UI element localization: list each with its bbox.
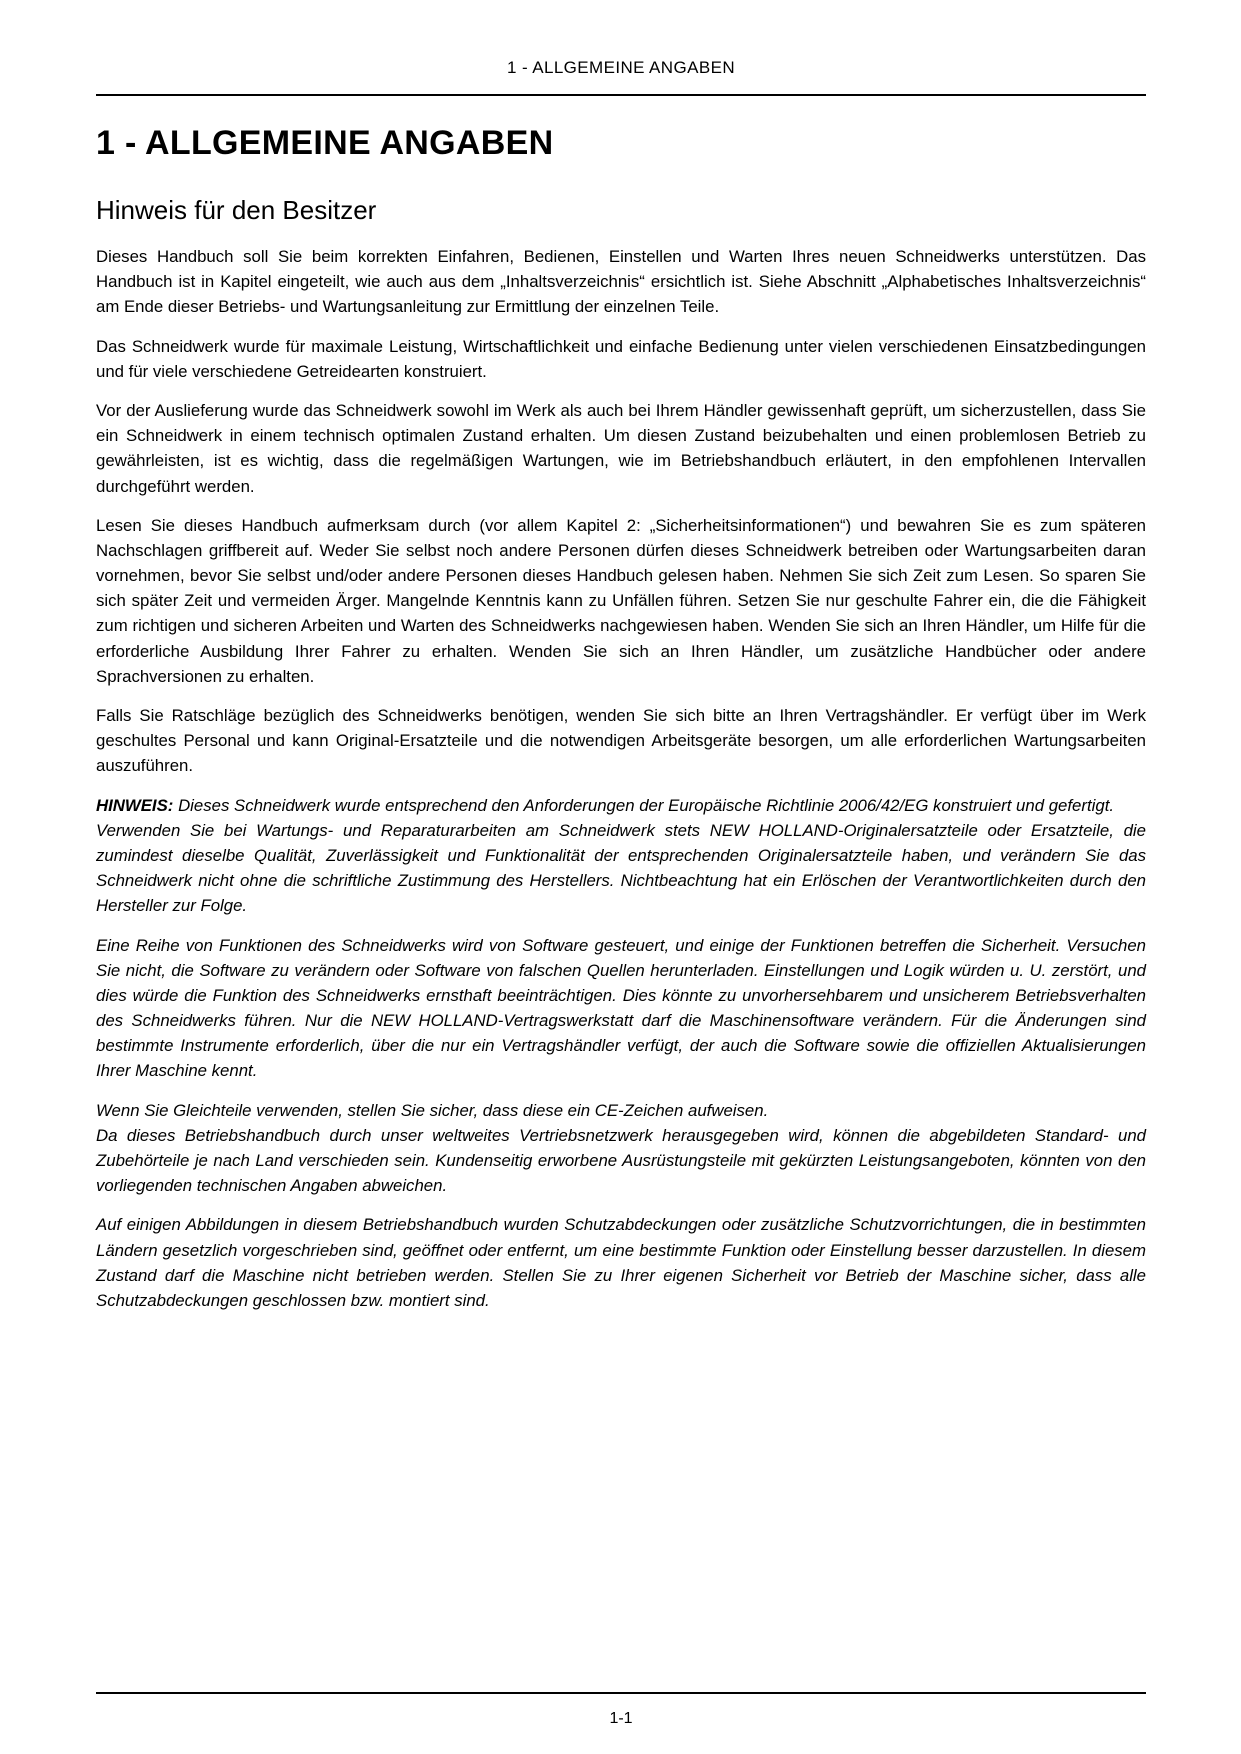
note-label: HINWEIS: — [96, 795, 174, 815]
paragraph-ce-line2: Da dieses Betriebshandbuch durch unser weltweites Vertriebsnetzwerk herausgegeben wird, können die abgebildeten Standard- und Zubehörteile je nach Land verschieden sein. Kundenseitig erworbene Ausrüstungsteile mit gekürzten Leistungsangeboten, könnten von den vorliegenden technischen Angaben abweichen. — [96, 1125, 1146, 1196]
section-heading: Hinweis für den Besitzer — [96, 195, 377, 225]
note-text: Dieses Schneidwerk wurde entsprechend den Anforderungen der Europäische Richtlinie 2006/42/EG konstruiert und gefertigt. — [178, 795, 1115, 815]
page-footer — [96, 1692, 1146, 1728]
footer-rule — [96, 1692, 1146, 1694]
note-paragraph — [96, 793, 1146, 919]
paragraph-ce-line1: Wenn Sie Gleichteile verwenden, stellen Sie sicher, dass diese ein CE-Zeichen aufweisen. — [96, 1100, 769, 1120]
paragraph-read-manual: Lesen Sie dieses Handbuch aufmerksam durch (vor allem Kapitel 2: „Sicherheitsinformationen“) und bewahren Sie es zum späteren Nachschlagen griffbereit auf. Weder Sie selbst noch andere Personen dürfen dieses Schneidwerk betreiben oder Wartungsarbeiten daran vornehmen, bevor Sie selbst und/oder andere Personen dieses Handbuch gelesen haben. Nehmen Sie sich Zeit zum Lesen. So sparen Sie sich später Zeit und vermeiden Ärger. Mangelnde Kenntnis kann zu Unfällen führen. Setzen Sie nur geschulte Fahrer ein, die die Fähigkeit zum richtigen und sicheren Arbeiten und Warten des Schneidwerks nachgewiesen haben. Wenden Sie sich an Ihren Händler, um Hilfe für die erforderliche Ausbildung Ihrer Fahrer zu erhalten. Wenden Sie sich an Ihren Händler, um zusätzliche Handbücher oder andere Sprachversionen zu erhalten. — [96, 515, 1146, 686]
running-header-text: 1 - ALLGEMEINE ANGABEN — [507, 58, 735, 77]
page-content — [96, 0, 1146, 1313]
paragraph-ce-parts — [96, 1098, 1146, 1199]
chapter-title: 1 - ALLGEMEINE ANGABEN — [96, 124, 554, 162]
paragraph-dealer-advice: Falls Sie Ratschläge bezüglich des Schneidwerks benötigen, wenden Sie sich bitte an Ihren Vertragshändler. Er verfügt über im Werk geschultes Personal und kann Original-Ersatzteile und die notwendigen Arbeitsgeräte besorgen, um alle erforderlichen Wartungsarbeiten auszuführen. — [96, 706, 1146, 776]
running-header — [96, 0, 1146, 96]
page-number: 1-1 — [609, 1710, 633, 1727]
paragraph-guards: Auf einigen Abbildungen in diesem Betriebshandbuch wurden Schutzabdeckungen oder zusätzliche Schutzvorrichtungen, die in bestimmten Ländern gesetzlich vorgeschrieben sind, geöffnet oder entfernt, um eine bestimmte Funktion oder Einstellung besser darzustellen. In diesem Zustand darf die Maschine nicht betrieben werden. Stellen Sie zu Ihrer eigenen Sicherheit vor Betrieb der Maschine sicher, dass alle Schutzabdeckungen geschlossen bzw. montiert sind. — [96, 1215, 1146, 1310]
paragraph-design: Das Schneidwerk wurde für maximale Leistung, Wirtschaftlichkeit und einfache Bedienung unter vielen verschiedenen Einsatzbedingungen und für viele verschiedene Getreidearten konstruiert. — [96, 336, 1146, 381]
paragraph-software: Eine Reihe von Funktionen des Schneidwerks wird von Software gesteuert, und einige der Funktionen betreffen die Sicherheit. Versuchen Sie nicht, die Software zu verändern oder Software von falschen Quellen herunterladen. Einstellungen und Logik würden u. U. zerstört, und dies würde die Funktion des Schneidwerks ernsthaft beeinträchtigen. Dies könnte zu unvorhersehbarem und unsicherem Betriebsverhalten des Schneidwerks führen. Nur die NEW HOLLAND-Vertragswerkstatt darf die Maschinensoftware verändern. Für die Änderungen sind bestimmte Instrumente erforderlich, über die nur ein Vertragshändler verfügt, der auch die Software sowie die offiziellen Aktualisierungen Ihrer Maschine kennt. — [96, 935, 1146, 1081]
paragraph-delivery-check: Vor der Auslieferung wurde das Schneidwerk sowohl im Werk als auch bei Ihrem Händler gewissenhaft geprüft, um sicherzustellen, dass Sie ein Schneidwerk in einem technisch optimalen Zustand erhalten. Um diesen Zustand beizubehalten und einen problemlosen Betrieb zu gewährleisten, ist es wichtig, dass die regelmäßigen Wartungen, wie im Betriebshandbuch erläutert, in den empfohlenen Intervallen durchgeführt werden. — [96, 400, 1146, 496]
paragraph-intro: Dieses Handbuch soll Sie beim korrekten Einfahren, Bedienen, Einstellen und Warten Ihres neuen Schneidwerks unterstützen. Das Handbuch ist in Kapitel eingeteilt, wie auch aus dem „Inhaltsverzeichnis“ ersichtlich ist. Siehe Abschnitt „Alphabetisches Inhaltsverzeichnis“ am Ende dieser Betriebs- und Wartungsanleitung zur Ermittlung der einzelnen Teile. — [96, 247, 1146, 317]
note-text-continued: Verwenden Sie bei Wartungs- und Reparaturarbeiten am Schneidwerk stets NEW HOLLAND-Originalersatzteile oder Ersatzteile, die zumindest dieselbe Qualität, Zuverlässigkeit und Funktionalität der entsprechenden Originalersatzteile haben, und verändern Sie das Schneidwerk nicht ohne die schriftliche Zustimmung des Herstellers. Nichtbeachtung hat ein Erlöschen der Verantwortlichkeiten durch den Hersteller zur Folge. — [96, 820, 1146, 916]
header-rule — [96, 94, 1146, 96]
